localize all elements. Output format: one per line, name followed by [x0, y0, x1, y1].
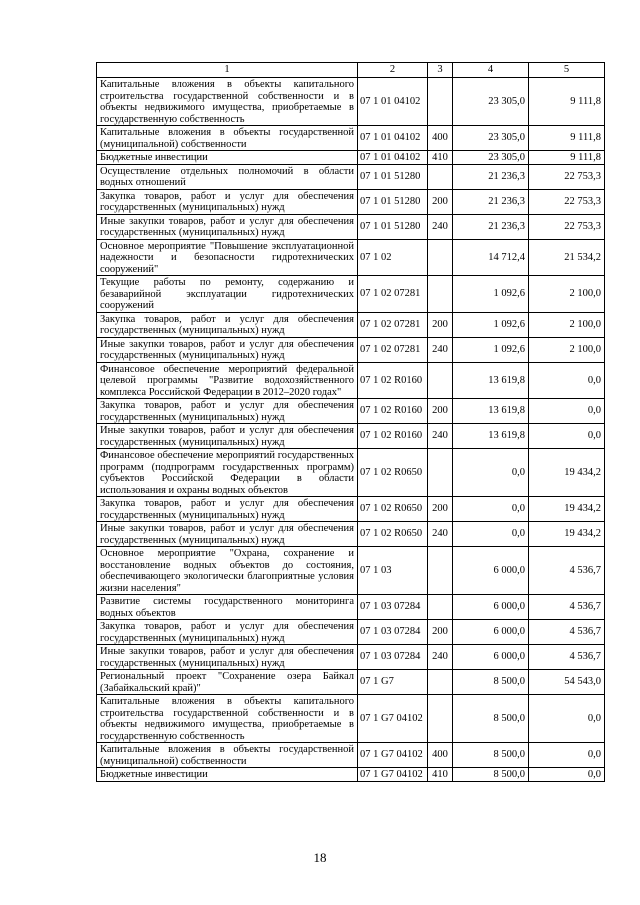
column-header-1: 1 [97, 63, 358, 78]
row-expense-type-cell: 200 [428, 399, 453, 424]
row-value-2019-cell: 21 236,3 [453, 189, 529, 214]
table-row [97, 497, 605, 522]
row-name-cell: Закупка товаров, работ и услуг для обеспечения государственных (муниципальных) нужд [97, 189, 358, 214]
row-value-2019-cell: 6 000,0 [453, 645, 529, 670]
row-value-2019-cell: 13 619,8 [453, 424, 529, 449]
row-code-cell: 07 1 02 R0160 [358, 424, 428, 449]
row-code-cell: 07 1 03 07284 [358, 595, 428, 620]
row-name-cell: Финансовое обеспечение мероприятий федеральной целевой программы "Развитие водохозяйственного комплекса Российской Федерации в 2012–2020 годах" [97, 362, 358, 399]
row-name-cell: Бюджетные инвестиции [97, 768, 358, 782]
row-value-2019-cell: 8 500,0 [453, 768, 529, 782]
row-value-2020-cell: 22 753,3 [529, 189, 605, 214]
row-code-cell: 07 1 01 04102 [358, 126, 428, 151]
table-row [97, 312, 605, 337]
table-row [97, 276, 605, 313]
row-expense-type-cell [428, 595, 453, 620]
table-row [97, 424, 605, 449]
row-name-cell: Капитальные вложения в объекты капитального строительства государственной собственности и в объекты недвижимого имущества, приобретаемые в государственную собственность [97, 78, 358, 126]
row-name-cell: Иные закупки товаров, работ и услуг для обеспечения государственных (муниципальных) нужд [97, 645, 358, 670]
row-expense-type-cell: 240 [428, 645, 453, 670]
row-code-cell: 07 1 02 R0160 [358, 399, 428, 424]
row-name-cell: Региональный проект "Сохранение озера Байкал (Забайкальский край)" [97, 670, 358, 695]
row-value-2019-cell: 0,0 [453, 522, 529, 547]
row-name-cell: Капитальные вложения в объекты государственной (муниципальной) собственности [97, 743, 358, 768]
row-value-2020-cell: 4 536,7 [529, 595, 605, 620]
row-code-cell: 07 1 02 R0160 [358, 362, 428, 399]
row-expense-type-cell: 200 [428, 497, 453, 522]
table-row [97, 151, 605, 165]
row-expense-type-cell [428, 239, 453, 276]
row-code-cell: 07 1 02 R0650 [358, 522, 428, 547]
row-code-cell: 07 1 02 [358, 239, 428, 276]
column-header-5: 5 [529, 63, 605, 78]
row-value-2020-cell: 0,0 [529, 743, 605, 768]
row-code-cell: 07 1 G7 04102 [358, 768, 428, 782]
row-value-2019-cell: 13 619,8 [453, 362, 529, 399]
table-body [97, 78, 605, 782]
row-name-cell: Капитальные вложения в объекты государственной (муниципальной) собственности [97, 126, 358, 151]
row-name-cell: Закупка товаров, работ и услуг для обеспечения государственных (муниципальных) нужд [97, 399, 358, 424]
row-value-2019-cell: 8 500,0 [453, 670, 529, 695]
row-value-2020-cell: 9 111,8 [529, 78, 605, 126]
column-header-2: 2 [358, 63, 428, 78]
row-value-2020-cell: 0,0 [529, 362, 605, 399]
row-expense-type-cell [428, 164, 453, 189]
row-name-cell: Развитие системы государственного мониторинга водных объектов [97, 595, 358, 620]
row-name-cell: Бюджетные инвестиции [97, 151, 358, 165]
row-name-cell: Финансовое обеспечение мероприятий государственных программ (подпрограмм государственных программ) субъектов Российской Федерации в области использования и охраны водных объектов [97, 449, 358, 497]
row-value-2019-cell: 1 092,6 [453, 276, 529, 313]
row-name-cell: Капитальные вложения в объекты капитального строительства государственной собственности и в объекты недвижимого имущества, приобретаемые в государственную собственность [97, 695, 358, 743]
row-value-2020-cell: 0,0 [529, 399, 605, 424]
table-row [97, 78, 605, 126]
row-code-cell: 07 1 G7 04102 [358, 695, 428, 743]
row-value-2020-cell: 0,0 [529, 768, 605, 782]
row-value-2020-cell: 22 753,3 [529, 214, 605, 239]
table-row [97, 595, 605, 620]
row-name-cell: Закупка товаров, работ и услуг для обеспечения государственных (муниципальных) нужд [97, 497, 358, 522]
row-value-2020-cell: 0,0 [529, 424, 605, 449]
table-row [97, 126, 605, 151]
table-row [97, 670, 605, 695]
row-code-cell: 07 1 02 07281 [358, 276, 428, 313]
row-code-cell: 07 1 03 [358, 547, 428, 595]
table-row [97, 189, 605, 214]
row-value-2019-cell: 23 305,0 [453, 126, 529, 151]
page-number: 18 [313, 850, 327, 865]
row-value-2019-cell: 6 000,0 [453, 547, 529, 595]
row-expense-type-cell: 200 [428, 189, 453, 214]
row-code-cell: 07 1 02 R0650 [358, 449, 428, 497]
row-value-2020-cell: 2 100,0 [529, 312, 605, 337]
row-name-cell: Иные закупки товаров, работ и услуг для обеспечения государственных (муниципальных) нужд [97, 337, 358, 362]
row-expense-type-cell [428, 670, 453, 695]
row-code-cell: 07 1 01 04102 [358, 78, 428, 126]
row-expense-type-cell [428, 547, 453, 595]
row-value-2019-cell: 0,0 [453, 449, 529, 497]
row-name-cell: Текущие работы по ремонту, содержанию и безаварийной эксплуатации гидротехнических сооружений [97, 276, 358, 313]
row-code-cell: 07 1 01 04102 [358, 151, 428, 165]
row-name-cell: Основное мероприятие "Охрана, сохранение и восстановление водных объектов до состояния, обеспечивающего экологически благоприятные условия жизни населения" [97, 547, 358, 595]
row-expense-type-cell: 400 [428, 126, 453, 151]
table-row [97, 645, 605, 670]
row-value-2020-cell: 4 536,7 [529, 547, 605, 595]
row-name-cell: Иные закупки товаров, работ и услуг для обеспечения государственных (муниципальных) нужд [97, 522, 358, 547]
row-value-2020-cell: 19 434,2 [529, 449, 605, 497]
row-expense-type-cell: 410 [428, 768, 453, 782]
table-row [97, 449, 605, 497]
row-value-2020-cell: 54 543,0 [529, 670, 605, 695]
row-code-cell: 07 1 03 07284 [358, 620, 428, 645]
row-name-cell: Основное мероприятие "Повышение эксплуатационной надежности и безопасности гидротехнических сооружений" [97, 239, 358, 276]
row-value-2020-cell: 19 434,2 [529, 497, 605, 522]
row-code-cell: 07 1 01 51280 [358, 214, 428, 239]
row-value-2019-cell: 0,0 [453, 497, 529, 522]
row-name-cell: Закупка товаров, работ и услуг для обеспечения государственных (муниципальных) нужд [97, 620, 358, 645]
row-value-2020-cell: 19 434,2 [529, 522, 605, 547]
row-code-cell: 07 1 01 51280 [358, 189, 428, 214]
row-code-cell: 07 1 02 07281 [358, 337, 428, 362]
row-name-cell: Закупка товаров, работ и услуг для обеспечения государственных (муниципальных) нужд [97, 312, 358, 337]
table-row [97, 399, 605, 424]
row-code-cell: 07 1 01 51280 [358, 164, 428, 189]
row-expense-type-cell [428, 695, 453, 743]
budget-table [96, 62, 605, 782]
row-code-cell: 07 1 02 07281 [358, 312, 428, 337]
table-row [97, 164, 605, 189]
table-row [97, 620, 605, 645]
row-expense-type-cell: 200 [428, 312, 453, 337]
row-value-2019-cell: 8 500,0 [453, 695, 529, 743]
table-row [97, 522, 605, 547]
row-code-cell: 07 1 03 07284 [358, 645, 428, 670]
row-value-2020-cell: 4 536,7 [529, 645, 605, 670]
row-expense-type-cell [428, 276, 453, 313]
column-number-row [97, 63, 605, 78]
row-expense-type-cell [428, 362, 453, 399]
row-value-2019-cell: 14 712,4 [453, 239, 529, 276]
table-row [97, 768, 605, 782]
table-row [97, 695, 605, 743]
row-value-2019-cell: 1 092,6 [453, 337, 529, 362]
row-value-2020-cell: 9 111,8 [529, 126, 605, 151]
row-value-2020-cell: 2 100,0 [529, 337, 605, 362]
row-value-2019-cell: 8 500,0 [453, 743, 529, 768]
column-header-4: 4 [453, 63, 529, 78]
table-row [97, 743, 605, 768]
row-value-2019-cell: 23 305,0 [453, 78, 529, 126]
row-value-2020-cell: 2 100,0 [529, 276, 605, 313]
row-expense-type-cell: 240 [428, 214, 453, 239]
row-value-2020-cell: 21 534,2 [529, 239, 605, 276]
row-value-2019-cell: 1 092,6 [453, 312, 529, 337]
table-row [97, 547, 605, 595]
row-value-2019-cell: 23 305,0 [453, 151, 529, 165]
table-row [97, 337, 605, 362]
row-expense-type-cell: 400 [428, 743, 453, 768]
row-code-cell: 07 1 02 R0650 [358, 497, 428, 522]
row-expense-type-cell: 240 [428, 337, 453, 362]
table-row [97, 239, 605, 276]
row-name-cell: Иные закупки товаров, работ и услуг для обеспечения государственных (муниципальных) нужд [97, 214, 358, 239]
row-expense-type-cell: 240 [428, 522, 453, 547]
row-value-2020-cell: 4 536,7 [529, 620, 605, 645]
row-name-cell: Осуществление отдельных полномочий в области водных отношений [97, 164, 358, 189]
row-expense-type-cell [428, 78, 453, 126]
row-expense-type-cell: 410 [428, 151, 453, 165]
column-header-3: 3 [428, 63, 453, 78]
row-value-2019-cell: 6 000,0 [453, 595, 529, 620]
row-code-cell: 07 1 G7 04102 [358, 743, 428, 768]
row-expense-type-cell: 200 [428, 620, 453, 645]
row-name-cell: Иные закупки товаров, работ и услуг для обеспечения государственных (муниципальных) нужд [97, 424, 358, 449]
row-value-2019-cell: 21 236,3 [453, 164, 529, 189]
row-expense-type-cell: 240 [428, 424, 453, 449]
row-value-2020-cell: 0,0 [529, 695, 605, 743]
table-row [97, 362, 605, 399]
row-value-2019-cell: 13 619,8 [453, 399, 529, 424]
row-value-2020-cell: 22 753,3 [529, 164, 605, 189]
row-value-2019-cell: 21 236,3 [453, 214, 529, 239]
document-page [96, 62, 604, 782]
table-row [97, 214, 605, 239]
row-value-2020-cell: 9 111,8 [529, 151, 605, 165]
row-value-2019-cell: 6 000,0 [453, 620, 529, 645]
row-expense-type-cell [428, 449, 453, 497]
row-code-cell: 07 1 G7 [358, 670, 428, 695]
